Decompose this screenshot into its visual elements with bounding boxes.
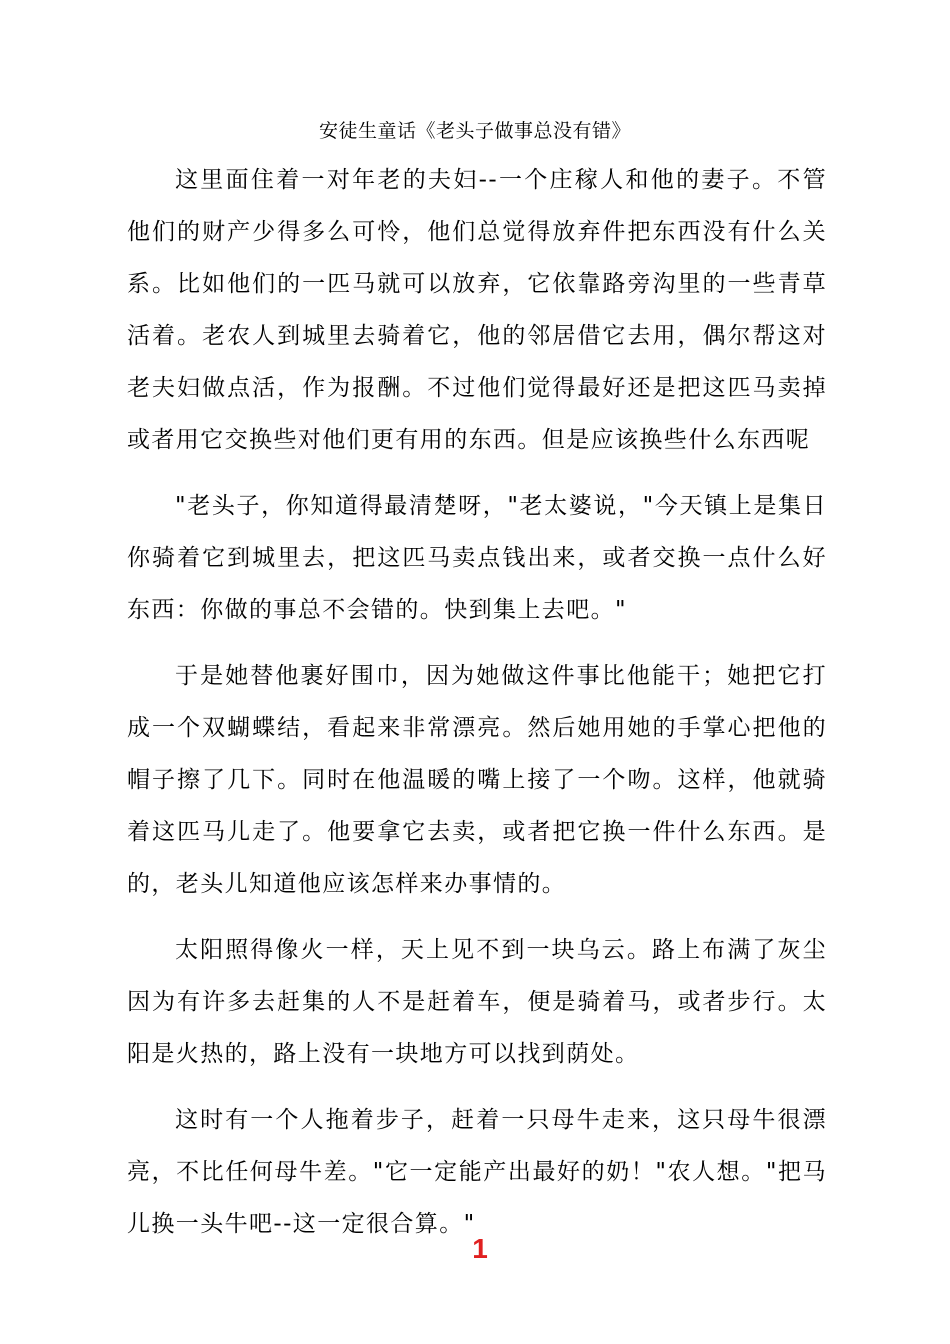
document-title: 安徒生童话《老头子做事总没有错》 bbox=[318, 120, 631, 142]
document-body bbox=[127, 154, 827, 1264]
paragraph-5: 这时有一个人拖着步子，赶着一只母牛走来，这只母牛很漂亮，不比任何母牛差。"它一定能产出最好的奶！"农人想。"把马儿换一头牛吧--这一定很合算。" bbox=[127, 1107, 827, 1237]
paragraph-1: 这里面住着一对年老的夫妇--一个庄稼人和他的妻子。不管他们的财产少得多么可怜，他们总觉得放弃件把东西没有什么关系。比如他们的一匹马就可以放弃，它依靠路旁沟里的一些青草活着。老农人到城里去骑着它，他的邻居借它去用，偶尔帮这对老夫妇做点活，作为报酬。不过他们觉得最好还是把这匹马卖掉或者用它交换些对他们更有用的东西。但是应该换些什么东西呢 bbox=[127, 167, 827, 453]
paragraph-4: 太阳照得像火一样，天上见不到一块乌云。路上布满了灰尘因为有许多去赶集的人不是赶着车，便是骑着马，或者步行。太阳是火热的，路上没有一块地方可以找到荫处。 bbox=[127, 937, 827, 1067]
paragraph-2: "老头子，你知道得最清楚呀，"老太婆说，"今天镇上是集日你骑着它到城里去，把这匹马卖点钱出来，或者交换一点什么好东西：你做的事总不会错的。快到集上去吧。" bbox=[127, 493, 827, 623]
page-number: 1 bbox=[472, 1233, 488, 1264]
paragraph-3: 于是她替他裹好围巾，因为她做这件事比他能干；她把它打成一个双蝴蝶结，看起来非常漂亮。然后她用她的手掌心把他的帽子擦了几下。同时在他温暖的嘴上接了一个吻。这样，他就骑着这匹马儿走了。他要拿它去卖，或者把它换一件什么东西。是的，老头儿知道他应该怎样来办事情的。 bbox=[127, 663, 827, 897]
